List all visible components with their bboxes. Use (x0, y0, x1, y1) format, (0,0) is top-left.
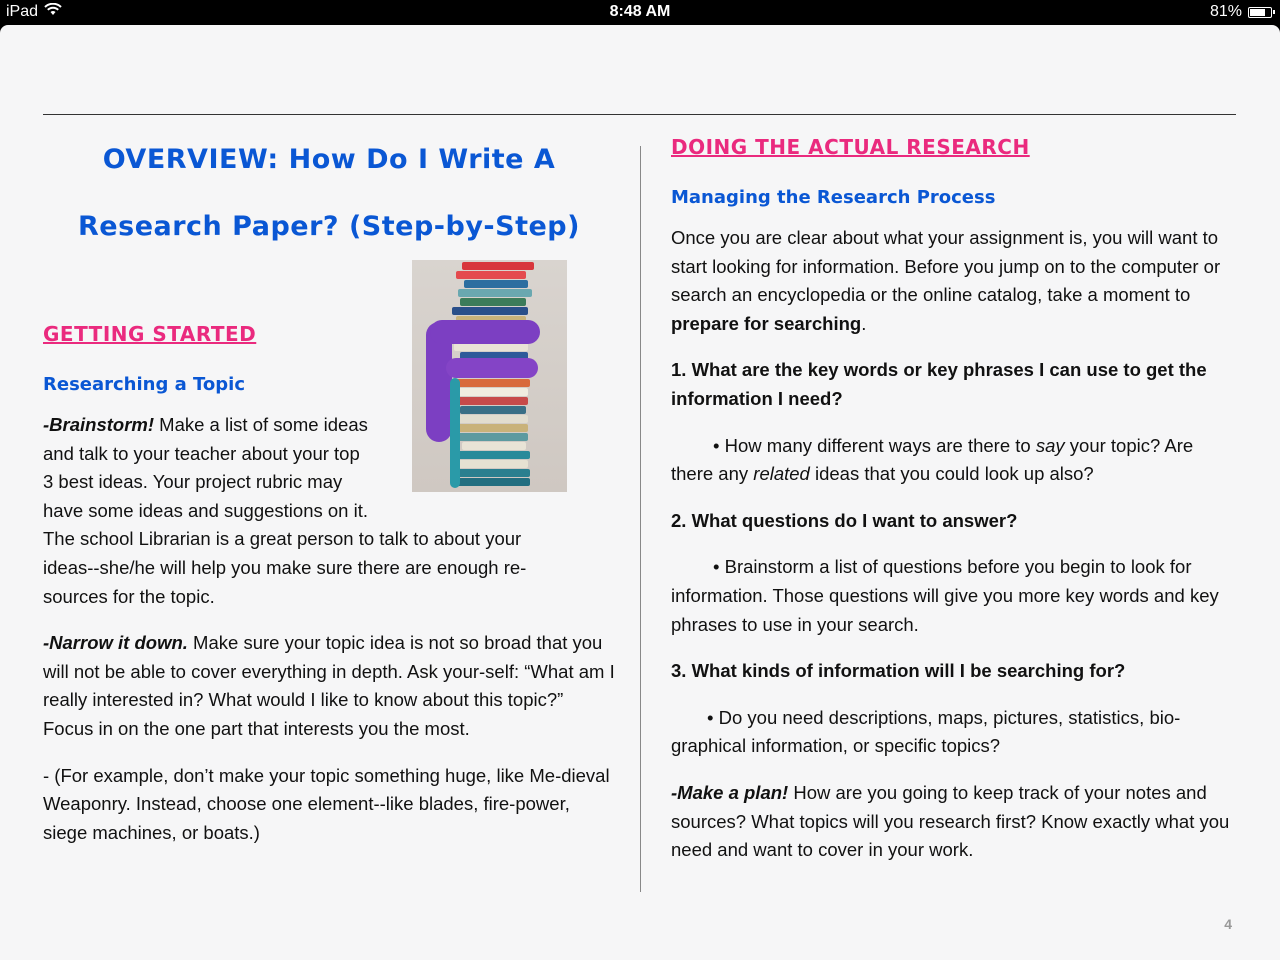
plan-paragraph: -Make a plan! How are you going to keep track of your notes and sources? What topics will you research first? Know exactly what you need and want to cover in your work. (671, 781, 1230, 861)
subheading-researching-topic: Researching a Topic (43, 374, 246, 395)
header-rule (43, 114, 1236, 115)
question-3-bullet: • Do you need descriptions, maps, pictures, statistics, bio-graphical information, or specific topics? (671, 706, 1181, 757)
right-column (671, 126, 1236, 865)
carrier-label: iPad (6, 3, 39, 20)
section-heading-doing-research: DOING THE ACTUAL RESEARCH (671, 135, 1030, 159)
example-paragraph: - (For example, don’t make your topic something huge, like Me-dieval Weaponry. Instead, choose one element--like blades, fire-power, siege machines, or boats.) (43, 764, 610, 843)
section-heading-getting-started: GETTING STARTED (43, 322, 257, 346)
battery-icon (1248, 7, 1272, 18)
intro-paragraph: Once you are clear about what your assignment is, you will want to start looking for information. Before you jump on to the computer or search an encyclopedia or the online catalog, take a moment to prepare for searching. (671, 227, 1221, 334)
column-divider (640, 146, 641, 892)
subheading-managing-process: Managing the Research Process (671, 187, 996, 208)
page-title: OVERVIEW: How Do I Write A Research Paper? (Step-by-Step) (78, 144, 580, 242)
question-3: 3. What kinds of information will I be searching for? (671, 660, 1126, 682)
question-2-bullet: • Brainstorm a list of questions before you begin to look for information. Those questions will give you more key words and key phrases to use in your search. (671, 556, 1219, 635)
question-2: 2. What questions do I want to answer? (671, 509, 1018, 531)
left-column (43, 126, 615, 847)
clock: 8:48 AM (609, 3, 671, 20)
question-1-bullet: • How many different ways are there to say your topic? Are there any related ideas that you could look up also? (671, 434, 1194, 485)
brainstorm-paragraph: -Brainstorm! Make a list of some ideas and talk to your teacher about your top 3 best ideas. Your project rubric may have some ideas and suggestions on it. The school Librarian is a great person to talk to about your ideas--she/he will help you make sure there are enough re- sources for the topic. (43, 414, 527, 607)
page-number: 4 (1224, 916, 1232, 932)
battery-percent: 81% (1209, 3, 1242, 20)
question-1: 1. What are the key words or key phrases I can use to get the information I need? (671, 359, 1207, 409)
status-bar (0, 0, 1280, 25)
narrow-paragraph: -Narrow it down. Make sure your topic idea is not so broad that you will not be able to cover everything in depth. Ask your-self: “What am I really interested in? What would I like to know about this topic?” Focus in on the one part that interests you the most. (43, 632, 615, 739)
stack-of-books-image (412, 260, 567, 492)
book-page[interactable] (0, 25, 1280, 960)
